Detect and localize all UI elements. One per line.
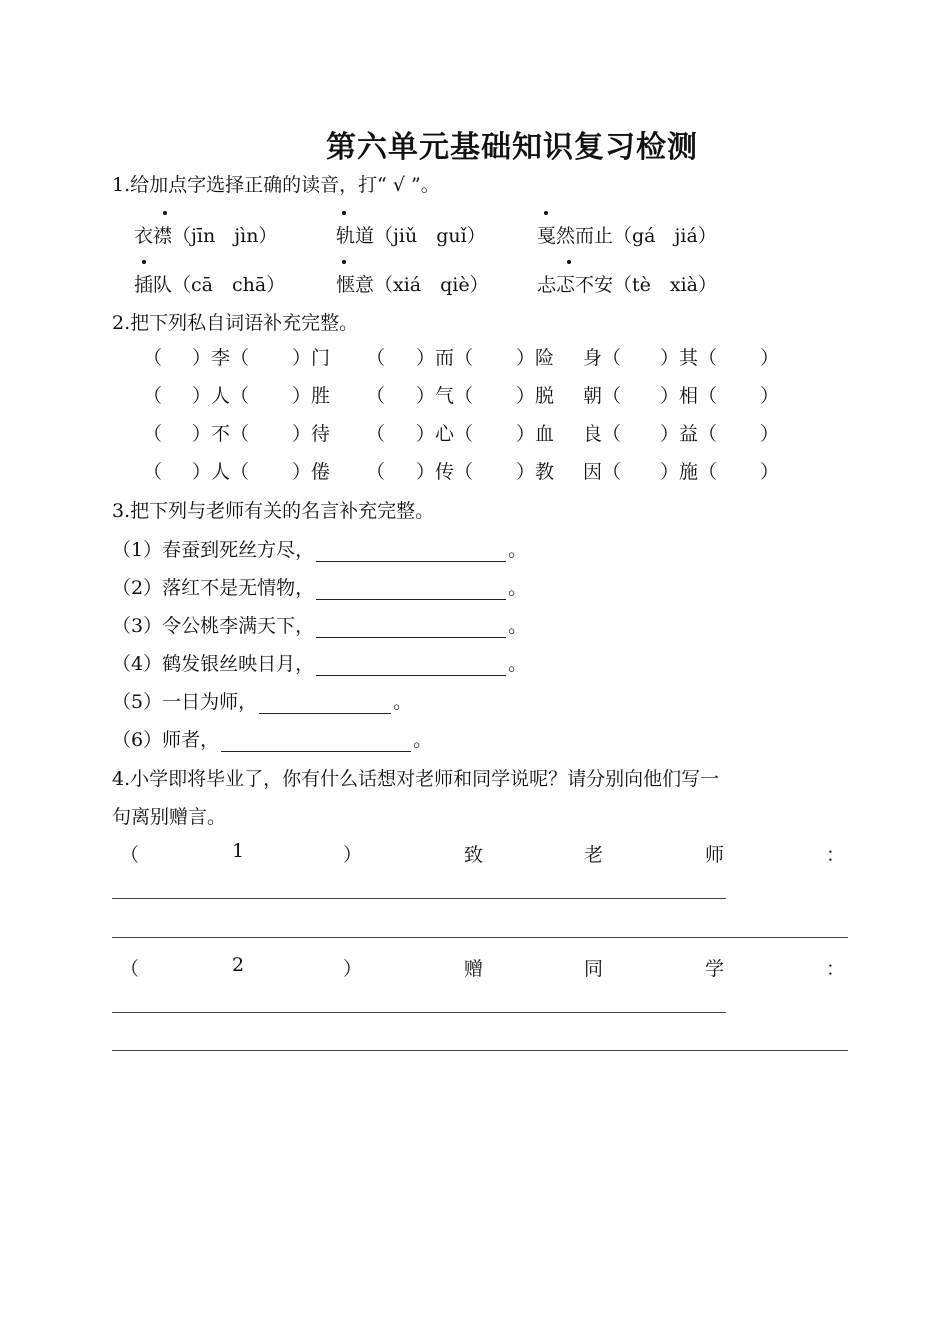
q3-item-text: （2）落红不是无情物， bbox=[112, 577, 315, 599]
q4-part1-char: 1 bbox=[232, 840, 245, 862]
q3-item-text: （3）令公桃李满天下， bbox=[112, 615, 315, 637]
answer-blank[interactable] bbox=[316, 655, 506, 676]
q2-cell: 身（ bbox=[583, 347, 622, 369]
question-1-prompt: 1.给加点字选择正确的读音，打“ √ ”。 bbox=[112, 174, 440, 196]
q2-cell: ）教 bbox=[516, 461, 555, 483]
q2-cell: （ bbox=[143, 461, 163, 483]
q3-item-end: 。 bbox=[508, 577, 528, 599]
q2-cell: ）血 bbox=[516, 423, 555, 445]
emphasis-dot bbox=[142, 260, 146, 264]
q2-cell: 因（ bbox=[583, 461, 622, 483]
q4-part1-char: ） bbox=[343, 844, 363, 866]
q3-item-text: （1）春蚕到死丝方尽， bbox=[112, 539, 315, 561]
q4-part1-char: 老 bbox=[584, 844, 604, 866]
question-2-prompt: 2.把下列私自词语补充完整。 bbox=[112, 312, 359, 334]
q2-cell: ）施（ bbox=[660, 461, 718, 483]
answer-blank[interactable] bbox=[316, 579, 506, 600]
writing-line[interactable] bbox=[112, 937, 848, 938]
q2-cell: （ bbox=[366, 347, 386, 369]
q3-item-end: 。 bbox=[508, 653, 528, 675]
q1-item-pinyin: （jīn jìn） bbox=[172, 225, 278, 247]
q2-cell: ） bbox=[760, 347, 780, 369]
page-title: 第六单元基础知识复习检测 bbox=[326, 130, 698, 165]
q4-part1-char: 师 bbox=[705, 844, 725, 866]
q4-part2-char: 同 bbox=[584, 958, 604, 980]
q2-cell: ）脱 bbox=[516, 385, 555, 407]
q2-cell: 朝（ bbox=[583, 385, 622, 407]
q1-item-3 bbox=[537, 221, 717, 248]
q2-cell: 良（ bbox=[583, 423, 622, 445]
q2-cell: ） bbox=[760, 385, 780, 407]
q3-item-end: 。 bbox=[508, 539, 528, 561]
q2-cell: ）门 bbox=[292, 347, 331, 369]
answer-blank[interactable] bbox=[316, 617, 506, 638]
q1-item-word: 忐忑不安 bbox=[537, 274, 614, 296]
emphasis-dot bbox=[544, 211, 548, 215]
answer-blank[interactable] bbox=[316, 541, 506, 562]
answer-blank[interactable] bbox=[221, 731, 411, 752]
q1-item-pinyin: （jiǔ guǐ） bbox=[374, 225, 486, 247]
q2-cell: ）倦 bbox=[292, 461, 331, 483]
q3-item-5 bbox=[112, 687, 412, 714]
answer-blank[interactable] bbox=[259, 693, 391, 714]
q2-cell: ）不（ bbox=[192, 423, 250, 445]
q3-item-end: 。 bbox=[413, 729, 433, 751]
writing-line[interactable] bbox=[112, 1050, 848, 1051]
q2-cell: ）李（ bbox=[192, 347, 250, 369]
writing-line[interactable] bbox=[112, 898, 726, 899]
q3-item-1 bbox=[112, 535, 527, 562]
q1-item-2 bbox=[336, 221, 486, 248]
q1-item-pinyin: （cā chā） bbox=[172, 274, 286, 296]
q3-item-6 bbox=[112, 725, 432, 752]
q2-cell: （ bbox=[366, 423, 386, 445]
q2-cell: （ bbox=[366, 461, 386, 483]
q2-cell: ）其（ bbox=[660, 347, 718, 369]
emphasis-dot bbox=[342, 260, 346, 264]
q3-item-end: 。 bbox=[508, 615, 528, 637]
q3-item-text: （4）鹤发银丝映日月， bbox=[112, 653, 315, 675]
emphasis-dot bbox=[163, 211, 167, 215]
q1-item-pinyin: （xiá qiè） bbox=[374, 274, 489, 296]
q1-item-word: 插队 bbox=[134, 274, 173, 296]
emphasis-dot bbox=[342, 211, 346, 215]
q1-item-word: 戛然而止 bbox=[537, 225, 614, 247]
q4-part2-char: 2 bbox=[232, 954, 245, 976]
q1-item-word: 衣襟 bbox=[134, 225, 173, 247]
q1-item-4 bbox=[134, 270, 285, 297]
q4-part2-char: 学 bbox=[705, 958, 725, 980]
q4-part2-char: 赠 bbox=[464, 958, 484, 980]
q2-cell: ）人（ bbox=[192, 385, 250, 407]
q1-item-pinyin: （gá jiá） bbox=[613, 225, 717, 247]
q1-item-6 bbox=[537, 270, 717, 297]
q3-item-4 bbox=[112, 649, 527, 676]
q2-cell: ）心（ bbox=[416, 423, 474, 445]
q2-cell: ） bbox=[760, 423, 780, 445]
q2-cell: ）人（ bbox=[192, 461, 250, 483]
question-4-prompt-line1: 4.小学即将毕业了，你有什么话想对老师和同学说呢？请分别向他们写一 bbox=[112, 768, 720, 790]
q3-item-3 bbox=[112, 611, 527, 638]
q2-cell: ） bbox=[760, 461, 780, 483]
q2-cell: ）待 bbox=[292, 423, 331, 445]
q3-item-2 bbox=[112, 573, 527, 600]
q3-item-end: 。 bbox=[393, 691, 413, 713]
q4-part2-char: ： bbox=[826, 958, 846, 980]
q2-cell: ）相（ bbox=[660, 385, 718, 407]
q1-item-pinyin: （tè xià） bbox=[613, 274, 718, 296]
q2-cell: （ bbox=[366, 385, 386, 407]
q2-cell: （ bbox=[143, 423, 163, 445]
q2-cell: ）气（ bbox=[416, 385, 474, 407]
q2-cell: ）传（ bbox=[416, 461, 474, 483]
question-3-prompt: 3.把下列与老师有关的名言补充完整。 bbox=[112, 500, 435, 522]
q4-part1-char: ： bbox=[826, 844, 846, 866]
writing-line[interactable] bbox=[112, 1012, 726, 1013]
q2-cell: （ bbox=[143, 347, 163, 369]
q3-item-text: （5）一日为师， bbox=[112, 691, 258, 713]
q2-cell: ）胜 bbox=[292, 385, 331, 407]
q2-cell: ）险 bbox=[516, 347, 555, 369]
q4-part1-char: 致 bbox=[464, 844, 484, 866]
q4-part2-char: ） bbox=[343, 958, 363, 980]
q1-item-word: 惬意 bbox=[336, 274, 375, 296]
q1-item-word: 轨道 bbox=[336, 225, 375, 247]
q2-cell: ）而（ bbox=[416, 347, 474, 369]
q4-part1-char: （ bbox=[120, 844, 140, 866]
q2-cell: （ bbox=[143, 385, 163, 407]
emphasis-dot bbox=[567, 260, 571, 264]
q1-item-1 bbox=[134, 221, 277, 248]
q2-cell: ）益（ bbox=[660, 423, 718, 445]
question-4-prompt-line2: 句离别赠言。 bbox=[112, 806, 227, 828]
q4-part2-char: （ bbox=[120, 958, 140, 980]
q3-item-text: （6）师者， bbox=[112, 729, 220, 751]
q1-item-5 bbox=[336, 270, 489, 297]
